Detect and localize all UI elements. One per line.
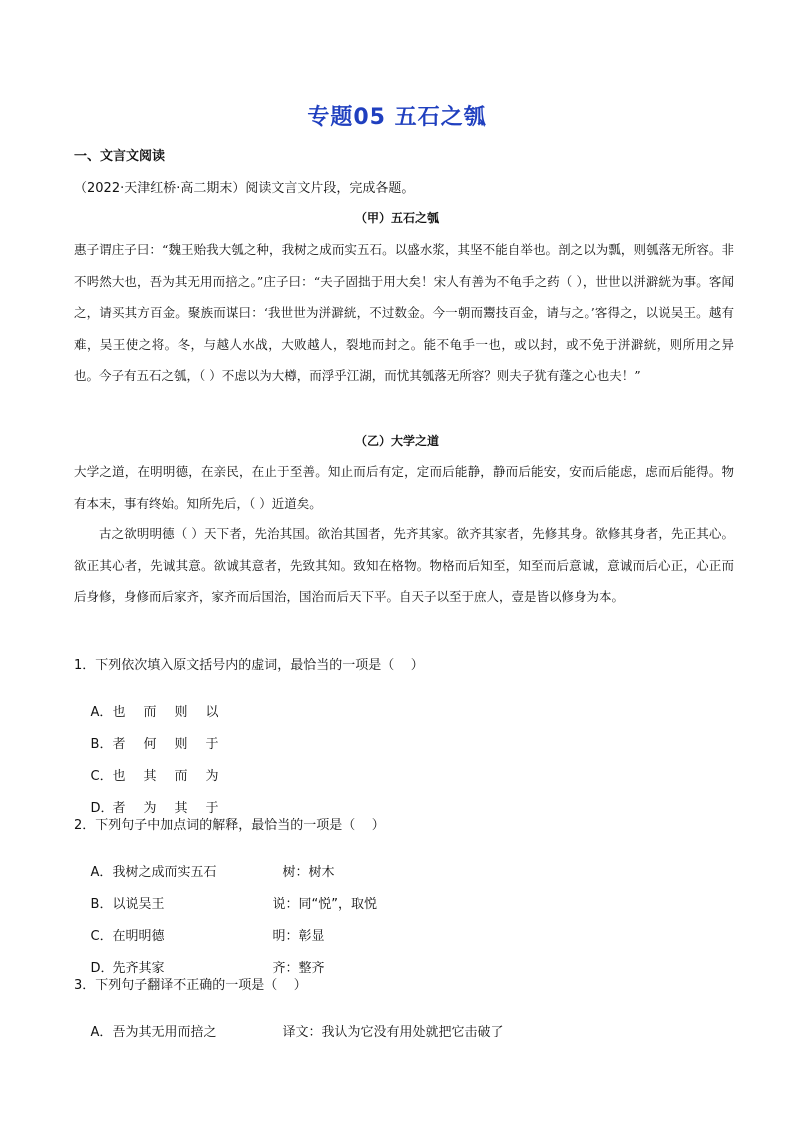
option-gloss: 说：同“悦”，取悦 — [272, 897, 378, 912]
option-letter: D． — [90, 801, 114, 816]
option-gloss: 明：彰显 — [272, 929, 325, 944]
option-word: 为 — [205, 769, 219, 784]
option-word: 者 — [112, 801, 126, 816]
option-letter: B． — [90, 897, 113, 912]
question-2-stem: 2．下列句子中加点词的解释，最恰当的一项是（ ） — [74, 818, 385, 833]
option-sentence: 吾为其无用而掊之 — [112, 1025, 217, 1040]
option-translation: 译文：我认为它没有用处就把它击破了 — [282, 1025, 504, 1040]
passage-yi-paragraph-2: 古之欲明明德（ ）天下者，先治其国。欲治其国者，先齐其家。欲齐其家者，先修其身。欲修其身者，先正其心。欲正其心者，先诚其意。欲诚其意者，先致其知。致知在格物。物格而后知至，知至而后意诚，意诚而后心正，心正而后身修，身修而后家齐，家齐而后国治，国治而后天下平。自天子以至于庶人，壹是皆以修身为本。 — [74, 526, 734, 604]
option-word: 其 — [174, 801, 188, 816]
option-word: 则 — [174, 737, 188, 752]
document-title: 专题05 五石之瓠 — [307, 105, 487, 130]
option-word: 而 — [174, 769, 188, 784]
option-word: 则 — [174, 705, 188, 720]
option-word: 为 — [143, 801, 157, 816]
option-letter: C． — [90, 929, 113, 944]
option-word: 者 — [112, 737, 126, 752]
option-letter: C． — [90, 769, 113, 784]
option-word: 于 — [205, 737, 219, 752]
option-gloss: 树：树木 — [282, 865, 335, 880]
option-letter: A． — [90, 705, 113, 720]
option-sentence: 我树之成而实五石 — [112, 865, 217, 880]
source-line: （2022·天津红桥·高二期末）阅读文言文片段，完成各题。 — [74, 181, 415, 196]
option-word: 其 — [143, 769, 157, 784]
passage-yi-title: （乙）大学之道 — [354, 434, 439, 448]
question-3-stem: 3．下列句子翻译不正确的一项是（ ） — [74, 978, 307, 993]
option-word: 于 — [205, 801, 219, 816]
passage-jia-text: 惠子谓庄子曰：“魏王贻我大瓠之种，我树之成而实五石。以盛水浆，其坚不能自举也。剖之以为瓢，则瓠落无所容。非不呺然大也，吾为其无用而掊之。”庄子曰：“夫子固拙于用大矣！宋人有善为不龟手之药（ ），世世以洴澼絖为事。客闻之，请买其方百金。聚族而谋曰：‘我世世为洴澼絖，不过数金。今一朝而鬻技百金，请与之。’客得之，以说吴王。越有难，吴王使之将。冬，与越人水战，大败越人，裂地而封之。能不龟手一也，或以封，或不免于洴澼絖，则所用之异也。今子有五石之瓠，（ ）不虑以为大樽，而浮乎江湖，而忧其瓠落无所容？则夫子犹有蓬之心也夫！” — [74, 242, 734, 383]
option-word: 而 — [143, 705, 157, 720]
question-3-option-a — [74, 1006, 504, 1055]
option-sentence: 先齐其家 — [112, 961, 165, 976]
option-letter: A． — [90, 1025, 113, 1040]
section-heading: 一、文言文阅读 — [74, 149, 166, 164]
option-sentence: 以说吴王 — [112, 897, 165, 912]
passage-yi-paragraph-1: 大学之道，在明明德，在亲民，在止于至善。知止而后有定，定而后能静，静而后能安，安而后能虑，虑而后能得。物有本末，事有终始。知所先后，（ ）近道矣。 — [74, 464, 734, 511]
question-1-stem: 1．下列依次填入原文括号内的虚词，最恰当的一项是（ ） — [74, 658, 424, 673]
option-word: 以 — [205, 705, 219, 720]
option-letter: B． — [90, 737, 113, 752]
option-word: 何 — [143, 737, 157, 752]
option-word: 也 — [112, 769, 126, 784]
option-gloss: 齐：整齐 — [272, 961, 325, 976]
option-letter: D． — [90, 961, 114, 976]
passage-jia-title: （甲）五石之瓠 — [354, 211, 439, 225]
option-word: 也 — [112, 705, 126, 720]
option-sentence: 在明明德 — [112, 929, 165, 944]
option-letter: A． — [90, 865, 113, 880]
